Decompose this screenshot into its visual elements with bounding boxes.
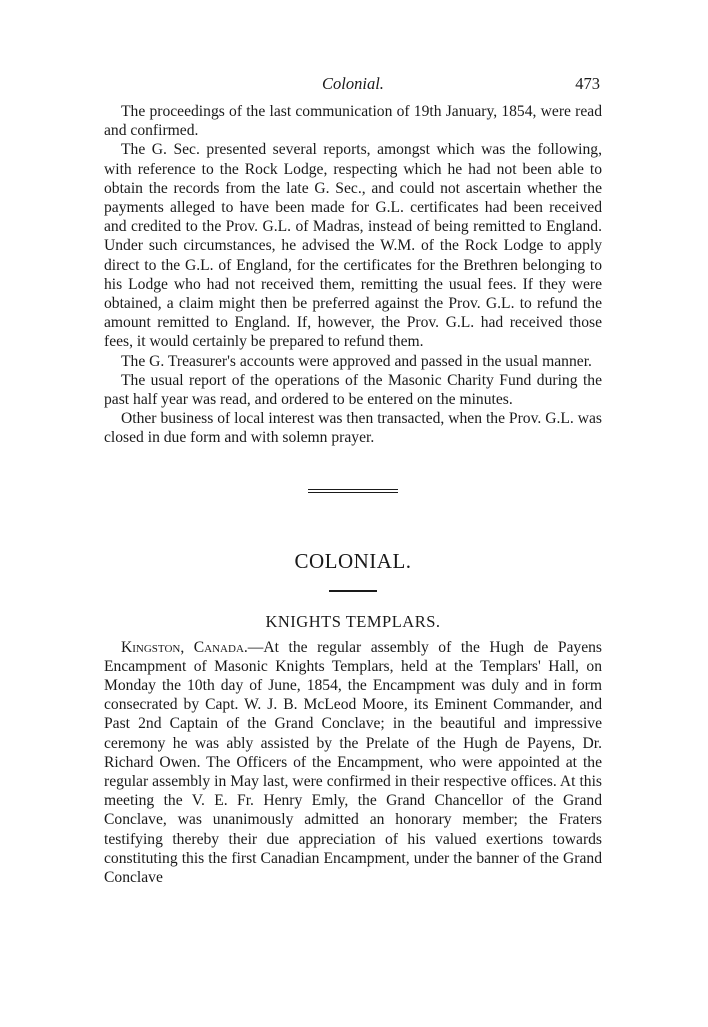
page: [104, 74, 602, 887]
place-lead-in: Kingston, Canada.: [121, 638, 248, 656]
paragraph-kingston: [104, 638, 602, 888]
paragraph-treasurer: The G. Treasurer's accounts were approved and passed in the usual manner.: [121, 352, 592, 370]
paragraph-proceedings: The proceedings of the last communication of 19th January, 1854, were read and confirmed.: [104, 103, 602, 140]
section-heading: COLONIAL.: [294, 548, 412, 573]
page-number: 473: [575, 74, 600, 93]
heading-rule: [329, 590, 377, 592]
paragraph-charity-fund: The usual report of the operations of the Masonic Charity Fund during the past half year was read, and ordered to be entered on the minutes.: [104, 371, 602, 409]
subsection-heading: KNIGHTS TEMPLARS.: [265, 611, 441, 631]
running-head: [104, 74, 602, 102]
paragraph-gsec-reports: The G. Sec. presented several reports, amongst which was the following, with reference to the Rock Lodge, respecting which he had not been able to obtain the records from the late G. Sec., and could not ascertain whether the payments alleged to have been made for G.L. certificates had been received and credited to the Prov. G.L. of Madras, instead of being remitted to England. Under such circumstances, he advised the W.M. of the Rock Lodge to apply direct to the G.L. of England, for the certificates for the Brethren belonging to his Lodge who had not received them, remitting the usual fees. If they were obtained, a claim might then be preferred against the Prov. G.L. to refund the amount remitted to England. If, however, the Prov. G.L. had received those fees, it would certainly be prepared to refund them.: [104, 141, 602, 351]
running-title: Colonial.: [322, 74, 384, 93]
section-divider: [308, 489, 398, 493]
paragraph-kingston-body: —At the regular assembly of the Hugh de Payens Encampment of Masonic Knights Templars, held at the Templars' Hall, on Monday the 10th day of June, 1854, the Encampment was duly and in form consecrated by Capt. W. J. B. McLeod Moore, its Eminent Commander, and Past 2nd Captain of the Grand Conclave; in the beautiful and impressive ceremony he was ably assisted by the Prelate of the Hugh de Payens, Dr. Richard Owen. The Officers of the Encampment, who were appointed at the regular assembly in May last, were confirmed in their respective offices. At this meeting the V. E. Fr. Henry Emly, the Grand Chancellor of the Grand Conclave, was unanimously admitted an honorary member; the Fraters testifying thereby their due appreciation of his valued exertions towards constituting this the first Canadian Encampment, under the banner of the Grand Conclave: [104, 638, 602, 887]
paragraph-other-business: Other business of local interest was then transacted, when the Prov. G.L. was closed in due form and with solemn prayer.: [104, 410, 602, 447]
